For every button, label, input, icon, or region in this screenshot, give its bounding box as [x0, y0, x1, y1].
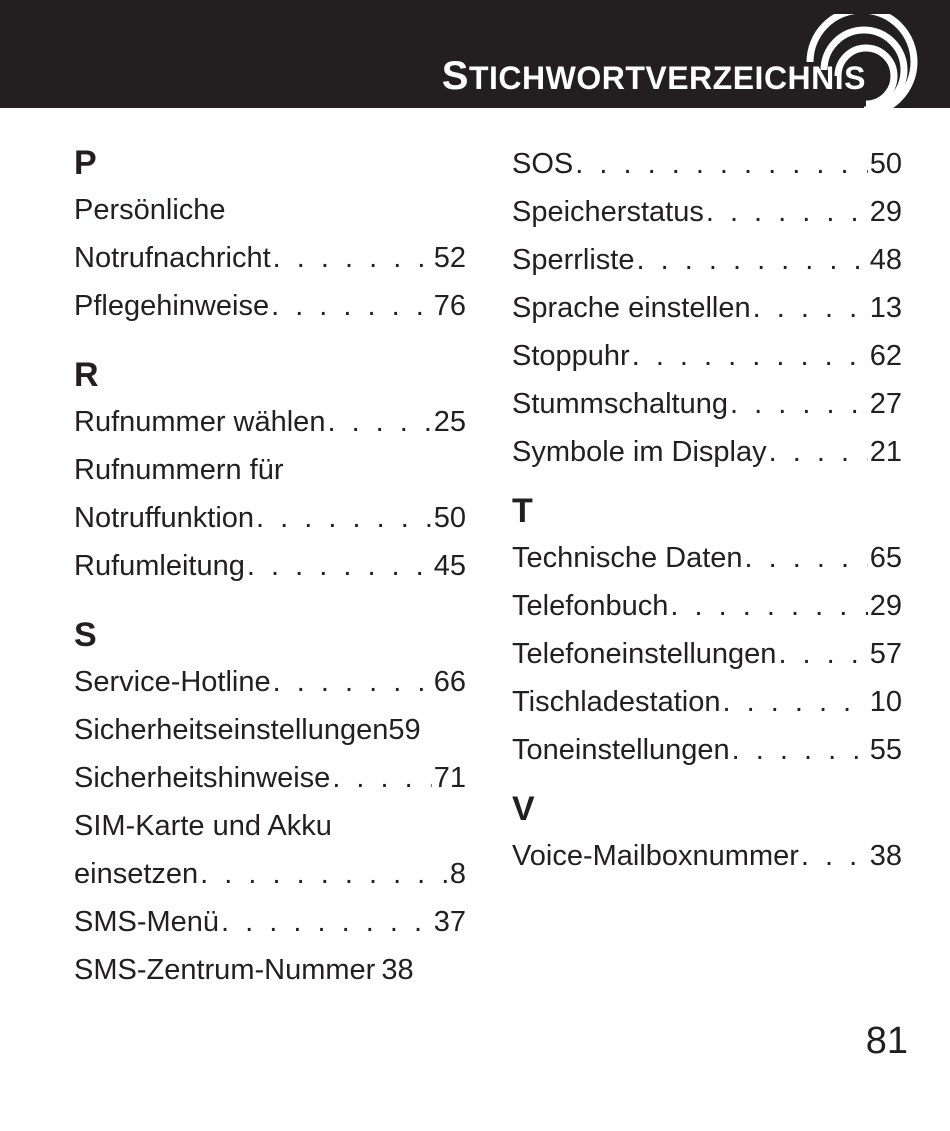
index-entry — [74, 282, 466, 330]
index-page: 59 — [388, 714, 421, 746]
index-page: 29 — [869, 590, 902, 622]
leader-dots — [221, 898, 432, 946]
index-term: Notrufnachricht — [74, 242, 271, 274]
index-entry — [512, 678, 902, 726]
index-entry — [512, 236, 902, 284]
index-page: 48 — [869, 244, 902, 276]
index-term: SMS-Zentrum-Nummer — [74, 954, 376, 986]
index-term: Telefonbuch — [512, 590, 669, 622]
index-page: 65 — [869, 542, 902, 574]
index-term: SOS — [512, 148, 574, 180]
section-letter-s: S — [74, 616, 97, 654]
index-entry — [512, 428, 902, 476]
index-page: 8 — [449, 858, 466, 890]
leader-dots — [722, 678, 867, 726]
index-term: einsetzen — [74, 858, 199, 890]
index-term: Notruffunktion — [74, 502, 255, 534]
index-term: Voice-Mailboxnummer — [512, 840, 799, 872]
leader-dots — [632, 332, 868, 380]
index-term: Persönliche — [74, 194, 226, 226]
index-entry — [512, 332, 902, 380]
leader-dots — [706, 188, 868, 236]
leader-dots — [271, 282, 432, 330]
index-page: 52 — [433, 242, 466, 274]
index-entry — [74, 234, 466, 282]
section-letter-t: T — [512, 492, 533, 530]
index-page: 62 — [869, 340, 902, 372]
index-entry — [512, 726, 902, 774]
index-term: Stoppuhr — [512, 340, 630, 372]
index-term: Sicherheitshinweise — [74, 762, 331, 794]
index-entry — [512, 832, 902, 880]
leader-dots — [575, 140, 867, 188]
index-term: Sperrliste — [512, 244, 635, 276]
index-entry — [74, 494, 466, 542]
index-page: 55 — [869, 734, 902, 766]
index-term: Sprache einstellen — [512, 292, 751, 324]
index-term: Rufumleitung — [74, 550, 245, 582]
section-letter-r: R — [74, 356, 99, 394]
index-term: SMS-Menü — [74, 906, 220, 938]
index-entry — [512, 630, 902, 678]
index-entry — [74, 658, 466, 706]
index-page: 50 — [869, 148, 902, 180]
section-letter-v: V — [512, 790, 535, 828]
index-term: Telefoneinstellungen — [512, 638, 777, 670]
index-page: 66 — [433, 666, 466, 698]
leader-dots — [247, 542, 432, 590]
index-column-left — [74, 140, 466, 994]
page-title — [442, 48, 866, 106]
index-term: Sicherheitseinstellungen — [74, 714, 389, 746]
index-page: 71 — [433, 762, 466, 794]
index-entry — [512, 534, 902, 582]
leader-dots — [778, 630, 867, 678]
index-entry — [74, 850, 466, 898]
leader-dots — [200, 850, 448, 898]
index-entry — [74, 946, 466, 994]
section-letter-p: P — [74, 144, 97, 182]
index-entry — [74, 754, 466, 802]
index-entry — [512, 284, 902, 332]
index-page: 38 — [869, 840, 902, 872]
index-page: 10 — [869, 686, 902, 718]
index-entry — [74, 446, 466, 494]
leader-dots — [273, 234, 432, 282]
index-term: Speicherstatus — [512, 196, 704, 228]
index-page: 37 — [433, 906, 466, 938]
leader-dots — [256, 494, 432, 542]
index-term: Service-Hotline — [74, 666, 271, 698]
index-page: 57 — [869, 638, 902, 670]
index-term: Technische Daten — [512, 542, 743, 574]
leader-dots — [753, 284, 868, 332]
leader-dots — [637, 236, 868, 284]
index-term: Symbole im Display — [512, 436, 767, 468]
index-entry — [74, 898, 466, 946]
index-term: Pflegehinweise — [74, 290, 270, 322]
index-entry — [74, 398, 466, 446]
index-term: Toneinstellungen — [512, 734, 730, 766]
index-entry — [512, 188, 902, 236]
index-term: Rufnummern für — [74, 454, 284, 486]
index-entry — [74, 186, 466, 234]
leader-dots — [732, 726, 868, 774]
leader-dots — [273, 658, 432, 706]
index-page: 29 — [869, 196, 902, 228]
index-entry — [512, 140, 902, 188]
index-entry — [74, 542, 466, 590]
leader-dots — [801, 832, 868, 880]
index-page: 13 — [869, 292, 902, 324]
index-term: Tischladestation — [512, 686, 721, 718]
leader-dots — [670, 582, 867, 630]
index-term: Stummschaltung — [512, 388, 728, 420]
index-term: Rufnummer wählen — [74, 406, 326, 438]
index-page: 38 — [381, 954, 414, 986]
index-entry — [512, 582, 902, 630]
index-term: SIM-Karte und Akku — [74, 810, 332, 842]
index-entry — [74, 706, 466, 754]
index-page: 21 — [869, 436, 902, 468]
index-page: 76 — [433, 290, 466, 322]
leader-dots — [327, 398, 431, 446]
index-page: 27 — [869, 388, 902, 420]
title-initial: S — [441, 54, 469, 98]
leader-dots — [332, 754, 431, 802]
page-number: 81 — [865, 1020, 908, 1062]
index-entry — [74, 802, 466, 850]
index-column-right — [512, 140, 902, 880]
title-rest: TICHWORTVERZEICHNIS — [468, 60, 866, 96]
index-page: 25 — [433, 406, 466, 438]
index-entry — [512, 380, 902, 428]
leader-dots — [745, 534, 868, 582]
index-page: 45 — [433, 550, 466, 582]
leader-dots — [730, 380, 868, 428]
leader-dots — [769, 428, 868, 476]
index-page: 50 — [433, 502, 466, 534]
